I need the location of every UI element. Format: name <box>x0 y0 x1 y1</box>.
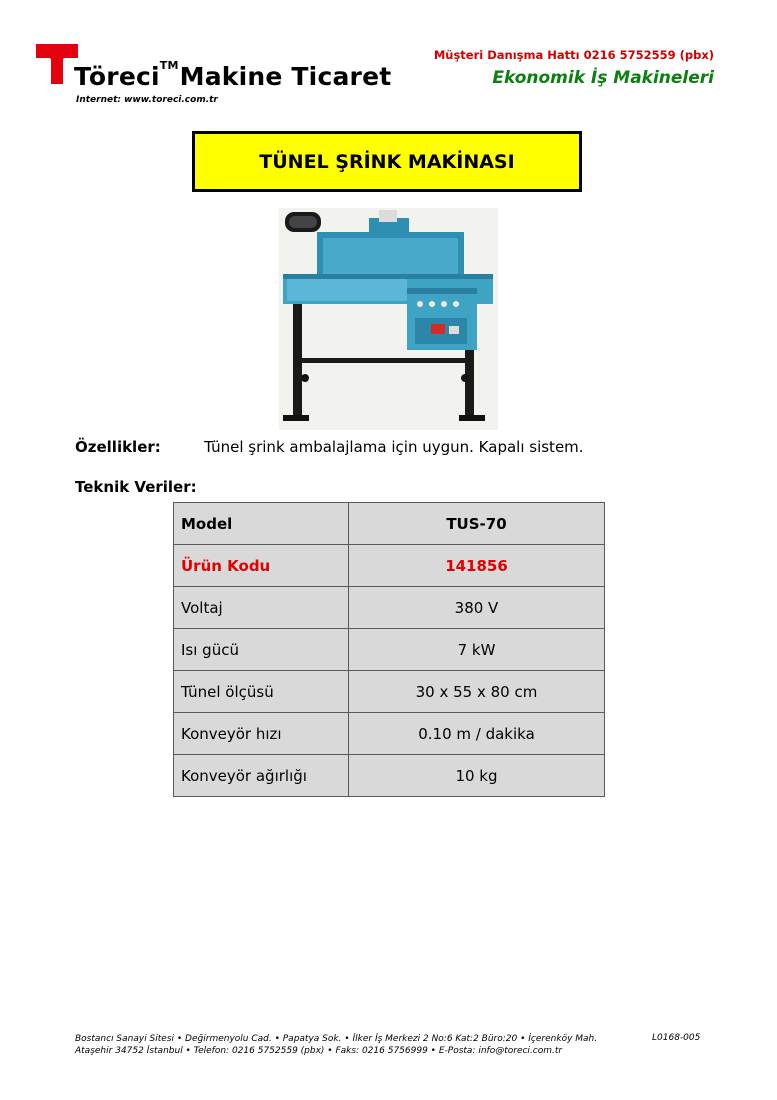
document-code: L0168-005 <box>652 1033 701 1043</box>
footer-line-1: Bostancı Sanayi Sitesi • Değirmenyolu Cad. • Papatya Sok. • İlker İş Merkezi 2 No:6 Kat:2 Büro:20 • İçerenköy Mah. <box>75 1034 598 1044</box>
footer-line-2: Ataşehir 34752 İstanbul • Telefon: 0216 5752559 (pbx) • Faks: 0216 5756999 • E-Posta: info@toreci.com.tr <box>75 1046 563 1056</box>
table-row <box>174 587 605 629</box>
slogan: Ekonomik İş Makineleri <box>492 68 714 88</box>
table-row <box>174 755 605 797</box>
trademark: TM <box>159 59 179 72</box>
spec-value: 141856 <box>349 545 605 587</box>
spec-label: Model <box>174 503 349 545</box>
spec-value: TUS-70 <box>349 503 605 545</box>
brand-name: Töreci™Makine Ticaret <box>74 59 392 91</box>
spec-label: Ürün Kodu <box>174 545 349 587</box>
customer-hotline: Müşteri Danışma Hattı 0216 5752559 (pbx) <box>433 48 714 62</box>
spec-value: 0.10 m / dakika <box>349 713 605 755</box>
spec-label: Konveyör ağırlığı <box>174 755 349 797</box>
table-row <box>174 671 605 713</box>
features-text: Tünel şrink ambalajlama için uygun. Kapalı sistem. <box>204 438 584 456</box>
spec-value: 7 kW <box>349 629 605 671</box>
features-label: Özellikler: <box>75 438 161 456</box>
spec-value: 10 kg <box>349 755 605 797</box>
spec-label: Konveyör hızı <box>174 713 349 755</box>
table-row <box>174 503 605 545</box>
spec-table <box>173 502 605 797</box>
spec-value: 380 V <box>349 587 605 629</box>
tech-data-label: Teknik Veriler: <box>75 478 197 496</box>
internet-address: Internet: www.toreci.com.tr <box>76 95 218 105</box>
spec-label: Isı gücü <box>174 629 349 671</box>
machine-photo <box>279 208 498 430</box>
spec-value: 30 x 55 x 80 cm <box>349 671 605 713</box>
footer-address <box>75 1033 597 1057</box>
table-row <box>174 629 605 671</box>
table-row <box>174 545 605 587</box>
spec-label: Voltaj <box>174 587 349 629</box>
toreci-logo-icon <box>36 44 78 84</box>
page-title: TÜNEL ŞRİNK MAKİNASI <box>192 131 582 192</box>
table-row <box>174 713 605 755</box>
spec-label: Tünel ölçüsü <box>174 671 349 713</box>
